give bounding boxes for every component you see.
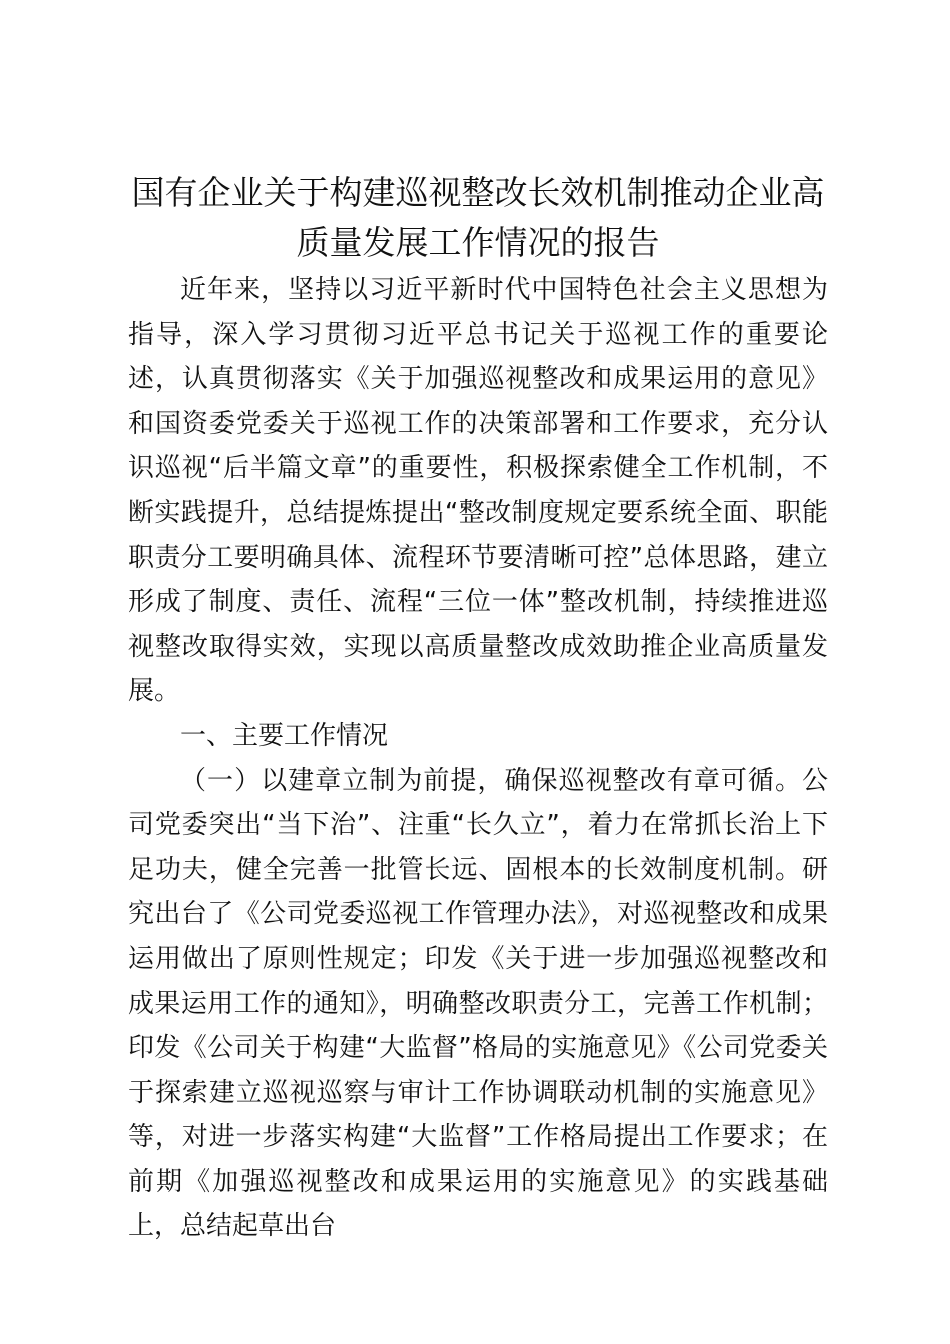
- section-paragraph: （一）以建章立制为前提，确保巡视整改有章可循。公司党委突出“当下治”、注重“长久立”，着力在常抓长治上下足功夫，健全完善一批管长远、固根本的长效制度机制。研究出台了《公司党委巡视工作管理办法》，对巡视整改和成果运用做出了原则性规定；印发《关于进一步加强巡视整改和成果运用工作的通知》，明确整改职责分工，完善工作机制；印发《公司关于构建“大监督”格局的实施意见》《公司党委关于探索建立巡视巡察与审计工作协调联动机制的实施意见》等，对进一步落实构建“大监督”工作格局提出工作要求；在前期《加强巡视整改和成果运用的实施意见》的实践基础上，总结起草出台: [128, 765, 828, 1242]
- document-body: [128, 168, 828, 1249]
- section-heading: 一、主要工作情况: [180, 720, 389, 751]
- document-title: 国有企业关于构建巡视整改长效机制推动企业高质量发展工作情况的报告: [131, 173, 825, 262]
- intro-paragraph: 近年来，坚持以习近平新时代中国特色社会主义思想为指导，深入学习贯彻习近平总书记关于巡视工作的重要论述，认真贯彻落实《关于加强巡视整改和成果运用的意见》和国资委党委关于巡视工作的决策部署和工作要求，充分认识巡视“后半篇文章”的重要性，积极探索健全工作机制，不断实践提升，总结提炼提出“整改制度规定要系统全面、职能职责分工要明确具体、流程环节要清晰可控”总体思路，建立形成了制度、责任、流程“三位一体”整改机制，持续推进巡视整改取得实效，实现以高质量整改成效助推企业高质量发展。: [128, 275, 828, 707]
- document-text: [128, 268, 828, 1249]
